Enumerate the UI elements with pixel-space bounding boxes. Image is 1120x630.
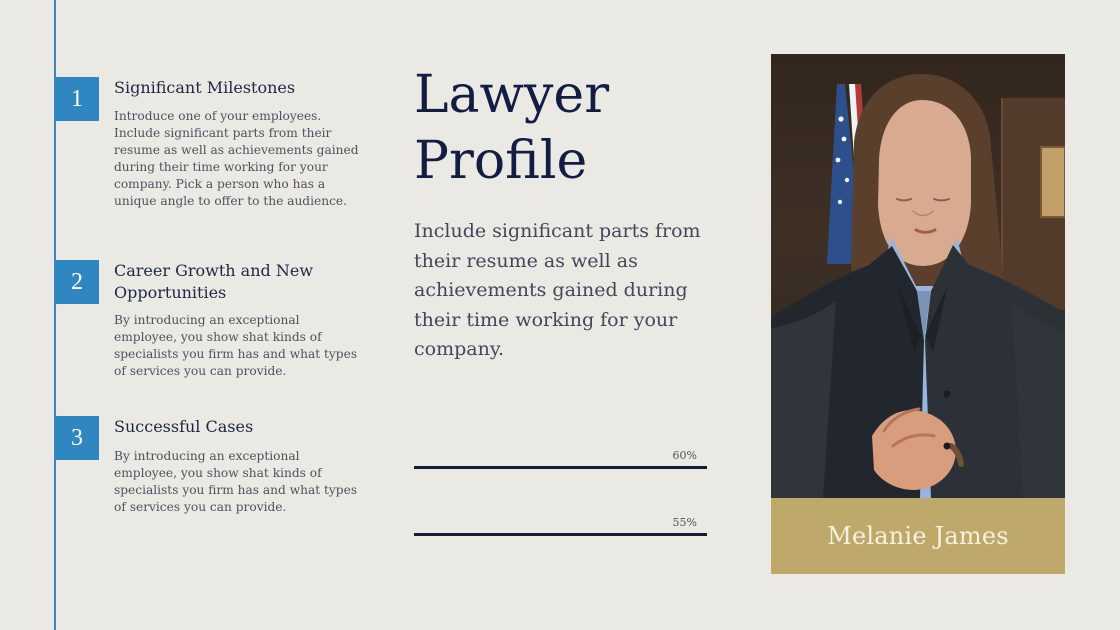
milestone-title: Significant Milestones [114,78,296,97]
portrait-photo [771,54,1065,498]
progress-metric-first [414,449,707,471]
profile-card [771,54,1065,574]
milestone-number-badge: 2 [55,260,99,304]
milestone-title: Career Growth and New Opportunities [114,261,314,302]
progress-label: 60% [672,449,697,462]
milestone-number-badge: 1 [55,77,99,121]
progress-metric-second [414,516,707,538]
milestone-item-significant-milestones [55,77,365,227]
lawyer-portrait-figure [771,54,1065,498]
milestone-description: Introduce one of your employees. Include significant parts from their resume as well as achievements gained during their time working for your company. Pick a person who has a unique angle to offer to the audience. [114,109,359,208]
progress-fill [414,533,707,536]
progress-track [414,466,707,469]
milestone-number-badge: 3 [55,416,99,460]
progress-label: 55% [672,516,697,529]
profile-description: Include significant parts from their resume as well as achievements gained during their time working for your company. [414,220,701,360]
progress-track [414,533,707,536]
name-plate [771,498,1065,574]
milestone-title: Successful Cases [114,417,254,436]
profile-name: Melanie James [827,522,1009,550]
milestone-description: By introducing an exceptional employee, you show shat kinds of specialists you firm has and what types of services you can provide. [114,313,358,378]
milestone-item-successful-cases [55,416,365,526]
milestone-description: By introducing an exceptional employee, you show shat kinds of specialists you firm has and what types of services you can provide. [114,449,358,514]
milestone-item-career-growth [55,260,365,385]
page-title: Lawyer Profile [414,65,610,191]
progress-fill [414,466,707,469]
